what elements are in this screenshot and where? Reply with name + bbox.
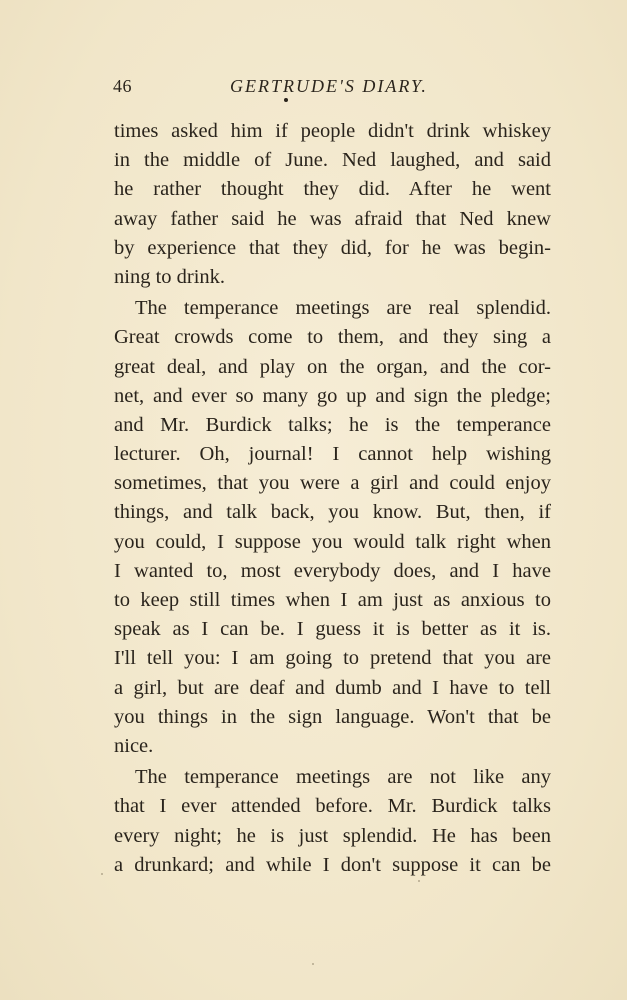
text-line: that I ever attended before. Mr. Burdick talks [114,795,551,818]
text-line: to keep still times when I am just as anxious to [114,589,551,611]
text-line: Great crowds come to them, and they sing a [114,326,551,349]
page-header [113,76,553,100]
text-line: lecturer. Oh, journal! I cannot help wishing [114,443,551,466]
text-line: you things in the sign language. Won't that be [114,705,551,728]
paper-speck [312,963,314,965]
text-line: nice. [114,734,154,757]
text-line: I wanted to, most everybody does, and I have [114,559,551,582]
text-line: net, and ever so many go up and sign the pledge; [114,384,551,407]
text-line: sometimes, that you were a girl and could enjoy [114,472,551,495]
text-line: times asked him if people didn't drink whiskey [114,120,551,142]
text-line: you could, I suppose you would talk right when [114,530,551,553]
text-line: in the middle of June. Ned laughed, and said [114,149,551,172]
text-line: away father said he was afraid that Ned knew [114,207,551,230]
header-ornament-dot [284,98,288,102]
text-line: great deal, and play on the organ, and the cor- [114,355,551,378]
paper-speck [101,873,103,875]
text-line: by experience that they did, for he was begin- [114,236,551,259]
text-line: every night; he is just splendid. He has been [114,824,551,847]
page-number: 46 [113,76,132,96]
text-line: and Mr. Burdick talks; he is the temperance [114,413,551,436]
text-line: I'll tell you: I am going to pretend that you are [114,647,551,670]
body-text [114,117,551,880]
text-line: a girl, but are deaf and dumb and I have to tell [114,676,551,699]
text-line: he rather thought they did. After he went [114,178,551,201]
running-title: GERTRUDE'S DIARY. [230,76,428,96]
paper-speck [418,880,420,882]
text-line: ning to drink. [114,265,226,288]
text-line: things, and talk back, you know. But, then, if [114,501,551,524]
text-line: The temperance meetings are not like any [135,766,551,789]
text-line: a drunkard; and while I don't suppose it can be [114,853,551,876]
text-line: The temperance meetings are real splendid. [135,297,551,320]
text-line: speak as I can be. I guess it is better as it is. [114,618,551,641]
